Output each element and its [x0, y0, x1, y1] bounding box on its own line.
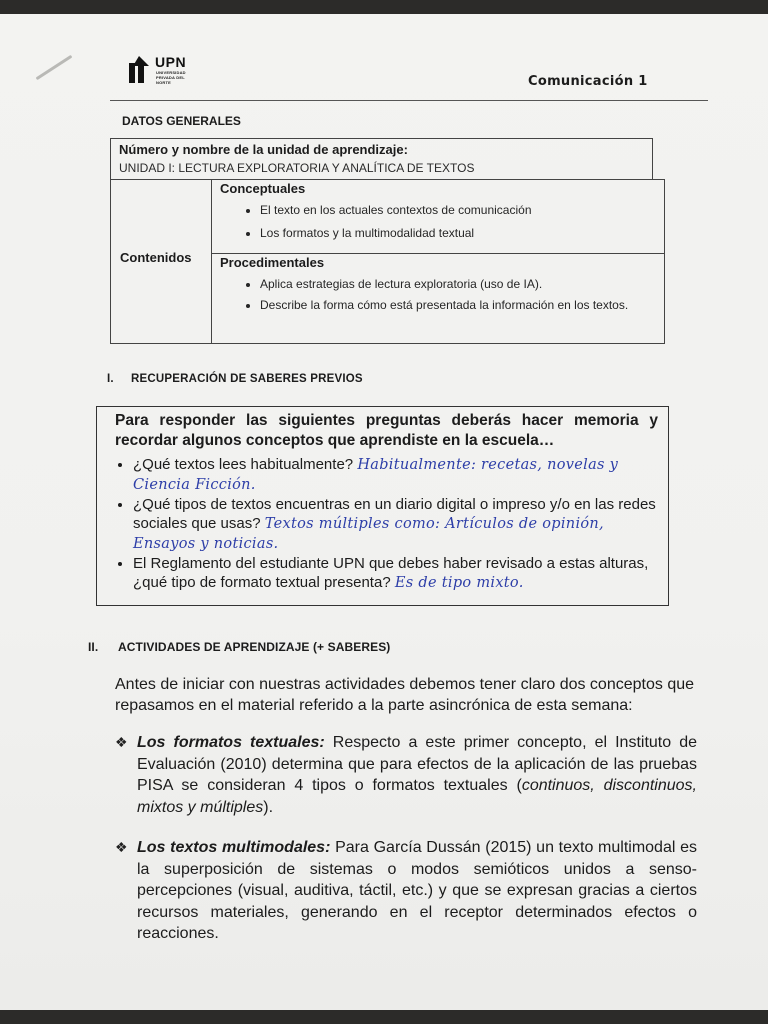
contents-label: Contenidos — [120, 250, 192, 265]
handwritten-answer: Es de tipo mixto. — [394, 575, 524, 591]
question-text: El Reglamento del estudiante UPN que debes haber revisado a estas alturas, ¿qué tipo de formato textual presenta? — [133, 555, 649, 591]
concept-text: Para García Dussán (2015) un texto multimodal es la superposición de sistemas o modos semióticos unidos a senso-percepciones (visual, auditiva, táctil, etc.) y que se expresan gracias a ciertos recursos materiales, generando en el receptor determinados efectos o reacciones. — [137, 839, 698, 942]
procedimentales-title: Procedimentales — [220, 255, 325, 270]
question-item — [133, 455, 658, 495]
concept-text-end: ). — [263, 798, 274, 816]
section-number: II. — [88, 640, 99, 654]
upn-logo-arrow-icon — [125, 54, 155, 84]
diamond-bullet-icon: ❖ — [115, 734, 128, 750]
question-item — [133, 554, 658, 593]
list-item: • Describe la forma cómo está presentada la información en los textos. — [260, 297, 656, 313]
section-number: I. — [107, 373, 114, 385]
box-intro: Para responder las siguientes preguntas deberás hacer memoria y recordar algunos conceptos que aprendiste en la escuela… — [115, 412, 658, 449]
datos-generales-heading: DATOS GENERALES — [122, 114, 241, 128]
conceptuales-cell — [211, 179, 665, 254]
procedimentales-list — [220, 276, 656, 313]
section-title: ACTIVIDADES DE APRENDIZAJE (+ SABERES) — [118, 640, 391, 654]
questions-list — [115, 455, 658, 593]
question-item — [133, 495, 658, 554]
question-text: ¿Qué textos lees habitualmente? — [133, 456, 354, 473]
contents-cell — [110, 179, 212, 344]
concept-term: Los formatos textuales: — [137, 734, 325, 751]
upn-logo — [125, 54, 205, 94]
diamond-bullet-icon: ❖ — [115, 839, 128, 855]
concept-item — [115, 837, 697, 945]
concept-term: Los textos multimodales: — [137, 839, 331, 856]
concept-italic: continuos, discontinuos, mixtos y múltiples — [137, 777, 697, 816]
header-rule — [110, 100, 708, 101]
section-2-intro: Antes de iniciar con nuestras actividades debemos tener claro dos conceptos que repasamos en el material referido a la parte asincrónica de esta semana: — [115, 676, 695, 714]
procedimentales-cell — [211, 253, 665, 344]
course-title: Comunicación 1 — [528, 74, 648, 89]
section-title: RECUPERACIÓN DE SABERES PREVIOS — [131, 373, 363, 385]
conceptuales-list — [220, 202, 656, 241]
concept-item — [115, 732, 697, 818]
conceptuales-title: Conceptuales — [220, 181, 306, 196]
section-2-heading — [88, 640, 390, 654]
handwritten-answer: Textos múltiples como: Artículos de opinión, Ensayos y noticias. — [133, 516, 604, 552]
concept-body — [137, 837, 697, 945]
document-page — [0, 14, 768, 1010]
section-1-heading — [107, 373, 363, 385]
unit-name: UNIDAD I: LECTURA EXPLORATORIA Y ANALÍTICA DE TEXTOS — [119, 161, 475, 175]
question-text: ¿Qué tipos de textos encuentras en un diario digital o impreso y/o en las redes sociales que usas? — [133, 496, 656, 532]
handwritten-answer: Habitualmente: recetas, novelas y Ciencia Ficción. — [133, 457, 619, 493]
logo-subtext: UNIVERSIDAD PRIVADA DEL NORTE — [156, 70, 186, 85]
concept-body — [137, 732, 697, 818]
concept-text: Respecto a este primer concepto, el Instituto de Evaluación (2010) determina que para efectos de la aplicación de las pruebas PISA se consideran 4 tipos o formatos textuales ( — [137, 734, 698, 794]
saberes-previos-box — [96, 406, 669, 606]
list-item: • Los formatos y la multimodalidad textual — [260, 225, 656, 241]
list-item: • El texto en los actuales contextos de comunicación — [260, 202, 656, 218]
staple — [36, 55, 73, 80]
logo-text: UPN — [155, 54, 187, 70]
unit-cell — [110, 138, 653, 180]
unit-title: Número y nombre de la unidad de aprendizaje: — [119, 142, 408, 157]
list-item: • Aplica estrategias de lectura exploratoria (uso de IA). — [260, 276, 656, 292]
